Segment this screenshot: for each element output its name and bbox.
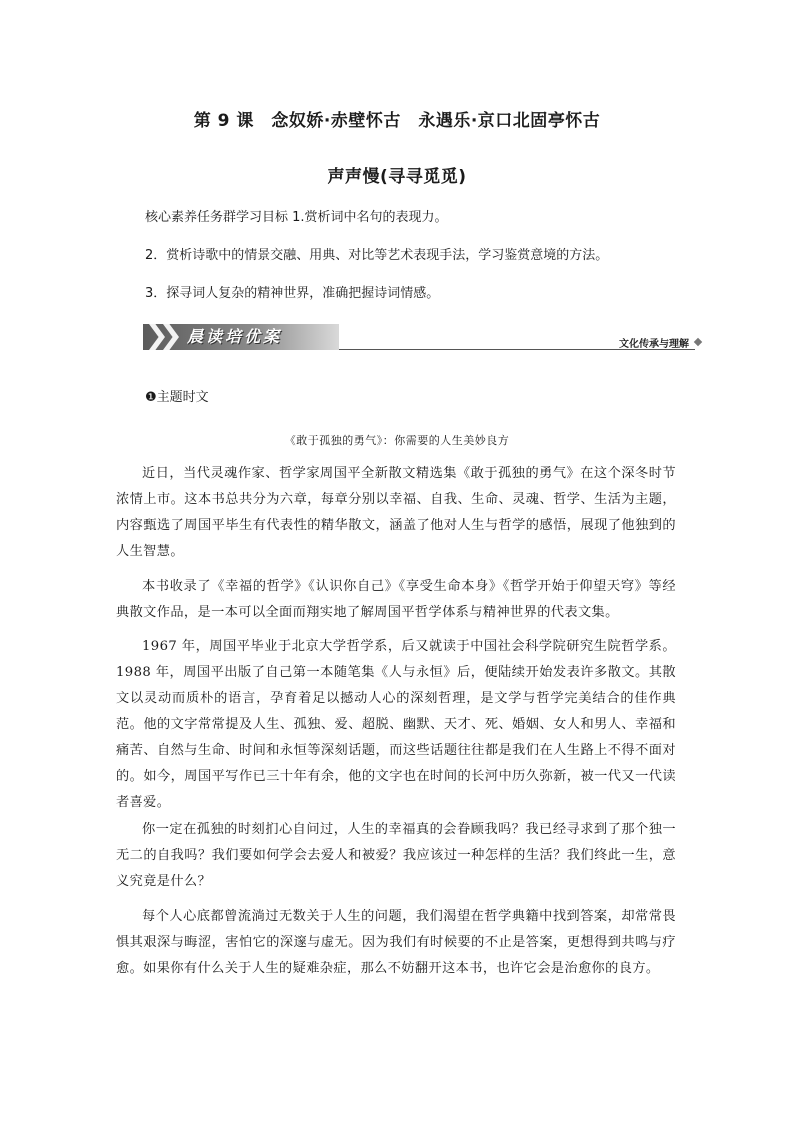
lesson-subtitle: 声声慢(寻寻觅觅) [327,167,467,187]
article-title: 《敢于孤独的勇气》：你需要的人生美妙良方 [284,434,510,447]
article-paragraph: 你一定在孤独的时刻扪心自问过，人生的幸福真的会眷顾我吗？我已经寻求到了那个独一无二的自我吗？我们要如何学会去爱人和被爱？我应该过一种怎样的生活？我们终此一生，意义究竟是什么？ [116,822,676,889]
lesson-title: 第 9 课 念奴娇·赤壁怀古 永遇乐·京口北固亭怀古 [193,111,601,131]
learning-goal-1: 核心素养任务群学习目标 1.赏析词中名句的表现力。 [145,210,448,225]
article-paragraph: 近日，当代灵魂作家、哲学家周国平全新散文精选集《敢于孤独的勇气》在这个深冬时节浓情上市。这本书总共分为六章，每章分别以幸福、自我、生命、灵魂、哲学、生活为主题，内容甄选了周国平毕生有代表性的精华散文，涵盖了他对人生与哲学的感悟，展现了他独到的人生智慧。 [116,466,676,559]
article-paragraph: 1967 年，周国平毕业于北京大学哲学系，后又就读于中国社会科学院研究生院哲学系。1988 年，周国平出版了自己第一本随笔集《人与永恒》后，便陆续开始发表许多散文。其散文以灵动而质朴的语言，孕育着足以撼动人心的深刻哲理，是文学与哲学完美结合的佳作典范。他的文字常常提及人生、孤独、爱、超脱、幽默、天才、死、婚姻、女人和男人、幸福和痛苦、自然与生命、时间和永恒等深刻话题，而这些话题往往都是我们在人生路上不得不面对的。如今，周国平写作已三十年有余，他的文字也在时间的长河中历久弥新，被一代又一代读者喜爱。 [116,639,676,810]
section-heading: ❶主题时文 [145,390,209,405]
article-paragraph: 本书收录了《幸福的哲学》《认识你自己》《享受生命本身》《哲学开始于仰望天穹》等经典散文作品，是一本可以全面而翔实地了解周国平哲学体系与精神世界的代表文集。 [116,579,676,620]
learning-goal-3: 3．探寻词人复杂的精神世界，准确把握诗词情感。 [145,286,440,301]
article-paragraph: 每个人心底都曾流淌过无数关于人生的问题，我们渴望在哲学典籍中找到答案，却常常畏惧其艰深与晦涩，害怕它的深邃与虚无。因为我们有时候要的不止是答案，更想得到共鸣与疗愈。如果你有什么关于人生的疑难杂症，那么不妨翻开这本书，也许它会是治愈你的良方。 [116,909,676,976]
banner-label: 晨读培优案 [187,327,283,346]
banner-category: 文化传承与理解 [619,339,689,350]
section-banner [143,322,703,352]
learning-goal-2: 2．赏析诗歌中的情景交融、用典、对比等艺术表现手法，学习鉴赏意境的方法。 [145,248,609,263]
diamond-icon [694,338,702,346]
